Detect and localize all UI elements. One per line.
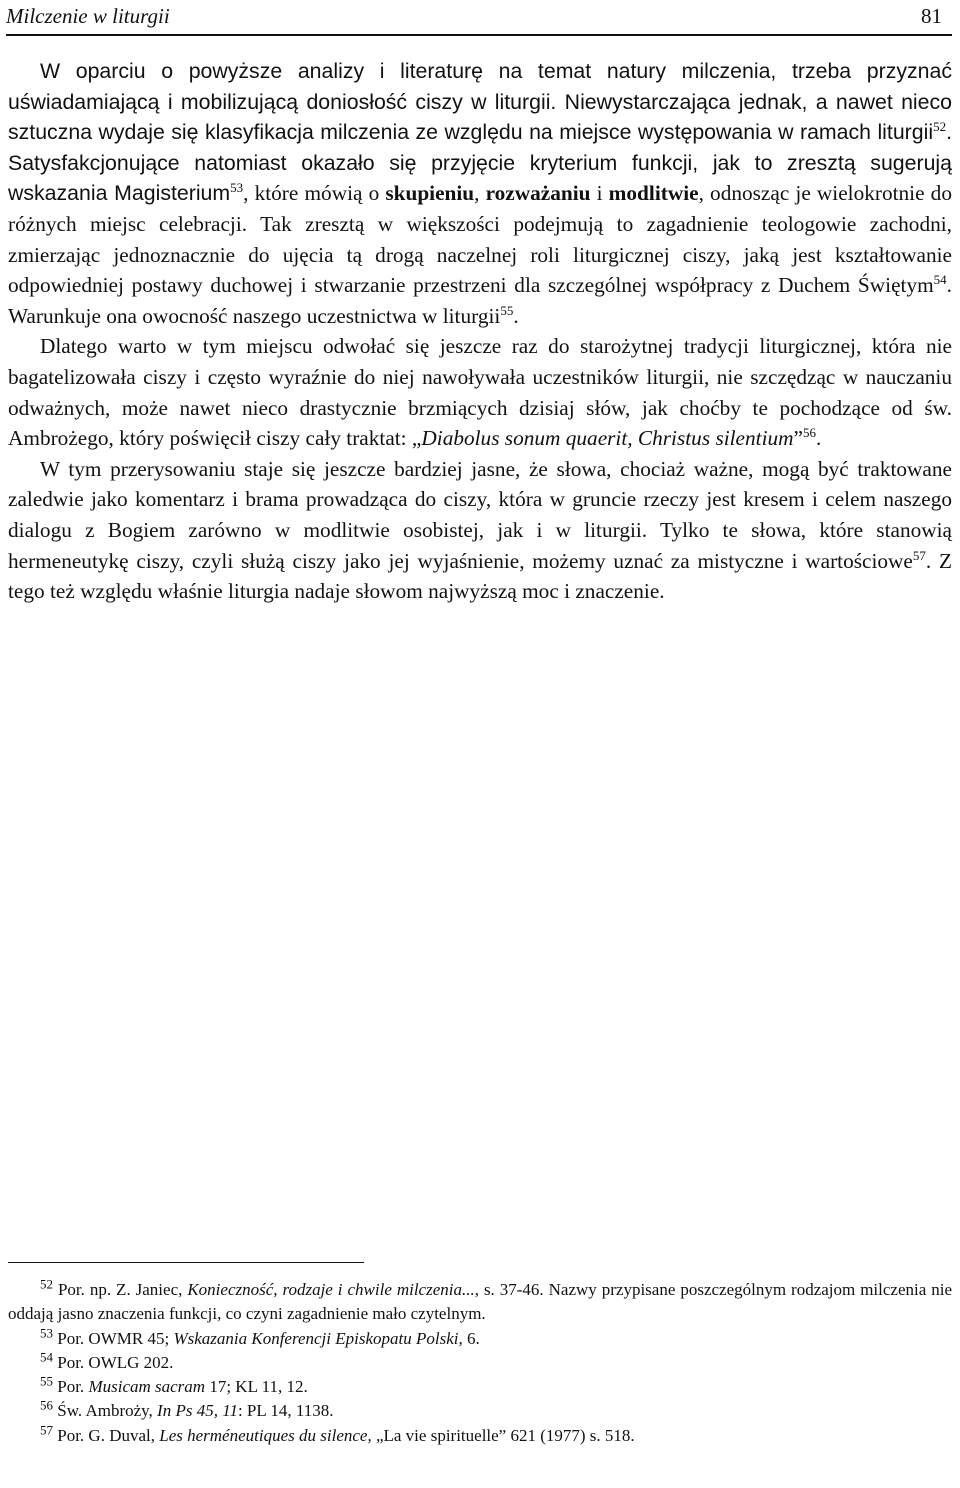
text-run: W oparciu o powyższe analizy i literaturę na temat natury milczenia, trzeba przyznać uświadamiającą i mobilizującą doniosłość ciszy w liturgii. Niewystarczająca jednak, a nawet nieco sztuczna wydaje się klasyfikacja milczenia ze względu na miejsce występowania w ramach liturgii: [8, 59, 952, 145]
text-run: W tym przerysowaniu staje się jeszcze bardziej jasne, że słowa, chociaż ważne, mogą być traktowane zaledwie jako komentarz i brama prowadząca do ciszy, która w gruncie rzeczy jest kresem i celem naszego dialogu z Bogiem zarówno w modlitwie osobistej, jak i w liturgii. Tylko te słowa, które stanowią hermeneutykę ciszy, czyli służą ciszy jako jej wyjaśnienie, możemy uznać za mistyczne i wartościowe: [8, 456, 952, 573]
text-run: . Z tego też względu właśnie liturgia nadaje słowom najwyższą moc i znaczenie.: [8, 548, 952, 604]
footnote-italic: Konieczność, rodzaje i chwile milczenia...: [187, 1280, 475, 1299]
footnote-ref: 57: [912, 547, 926, 563]
footnote-list: [8, 1278, 952, 1448]
footnotes: [8, 1262, 952, 1448]
page-number: 81: [921, 4, 942, 28]
text-run: Dlatego warto w tym miejscu odwołać się jeszcze raz do starożytnej tradycji liturgicznej, która nie bagatelizowała ciszy i często wyraźnie do niej nawoływała uczestników liturgii, nie szczędząc w nauczaniu odważnych, może nawet nieco drastycznie brzmiących dzisiaj słów, jak choćby te pochodzące od św. Ambrożego, który poświęcił ciszy cały traktat: „: [8, 334, 952, 451]
footnote-number: 57: [40, 1422, 53, 1438]
text-run: . Warunkuje ona owocność naszego uczestnictwa w liturgii: [8, 273, 952, 328]
footnote-ref: 52: [933, 119, 947, 135]
paragraph: [8, 454, 952, 607]
footnote-text: Por. np. Z. Janiec,: [53, 1280, 188, 1299]
text-run: i: [590, 181, 609, 206]
footnote-text: Por. OWLG 202.: [53, 1352, 174, 1372]
page-header: [6, 0, 952, 36]
footnote-number: 54: [40, 1349, 53, 1365]
paragraph: [8, 56, 952, 331]
italic-title: Diabolus sonum quaerit, Christus silentium: [421, 426, 794, 451]
footnote-ref: 55: [500, 302, 514, 318]
main-text: [8, 56, 952, 607]
footnote-text: , s. 37-46. Nazwy przypisane poszczególnym rodzajom milczenia nie oddają jasno znaczenia funkcji, co czyni zagadnienie mało czytelnym.: [8, 1280, 952, 1324]
text-run: .: [815, 426, 822, 451]
footnote-text: „La vie spirituelle” 621 (1977) s. 518.: [371, 1425, 635, 1445]
footnote-number: 55: [40, 1373, 53, 1389]
running-title: Milczenie w liturgii: [6, 4, 170, 28]
footnote-text: Por. G. Duval,: [53, 1425, 160, 1445]
footnote-number: 53: [40, 1324, 53, 1340]
paragraph: [8, 331, 952, 453]
bold-term: rozważaniu: [485, 181, 591, 206]
footnote-rule: [8, 1262, 364, 1263]
footnote-text: Por.: [53, 1377, 89, 1397]
bold-term: skupieniu: [385, 181, 475, 206]
footnote-text: Św. Ambroży,: [53, 1401, 158, 1421]
text-run: , które mówią o: [243, 181, 386, 206]
footnote-text: 6.: [462, 1328, 480, 1348]
footnote: [8, 1278, 952, 1327]
footnote-italic: Les herméneutiques du silence,: [159, 1425, 372, 1445]
footnote-number: 52: [40, 1276, 53, 1292]
header-rule: [6, 34, 952, 36]
footnote-italic: Wskazania Konferencji Episkopatu Polski,: [173, 1328, 463, 1348]
text-run: . Satysfakcjonujące natomiast okazało się przyjęcie kryterium funkcji, jak to zresztą sugerują wskazania Magisterium: [8, 120, 952, 206]
bold-term: modlitwie: [608, 181, 699, 206]
footnote: [8, 1424, 952, 1448]
text-run: , odnosząc je wielokrotnie do różnych miejsc celebracji. Tak zresztą w większości podejmują to zagadnienie teologowie zachodni, zmierzając jednoznacznie do ujęcia tą drogą naczelnej roli liturgicznej ciszy, jaką jest kształtowanie odpowiedniej postawy duchowej i stwarzanie przestrzeni dla szczególnej współpracy z Duchem Świętym: [8, 181, 952, 298]
footnote-ref: 53: [230, 180, 244, 196]
footnote-italic: In Ps 45, 11: [157, 1401, 238, 1421]
footnote-ref: 56: [802, 425, 816, 441]
footnote: [8, 1324, 952, 1351]
footnote: [8, 1351, 952, 1375]
footnote: [8, 1375, 952, 1399]
footnote-number: 56: [40, 1397, 53, 1413]
footnote-text: 17; KL 11, 12.: [205, 1377, 308, 1397]
footnote-text: Por. OWMR 45;: [53, 1328, 174, 1348]
text-run: ”: [793, 426, 803, 451]
footnote-text: : PL 14, 1138.: [237, 1401, 334, 1421]
footnote-italic: Musicam sacram: [88, 1377, 206, 1397]
footnote: [8, 1399, 952, 1423]
text-run: ,: [474, 181, 486, 206]
footnote-ref: 54: [933, 272, 947, 288]
text-run: .: [513, 303, 519, 328]
